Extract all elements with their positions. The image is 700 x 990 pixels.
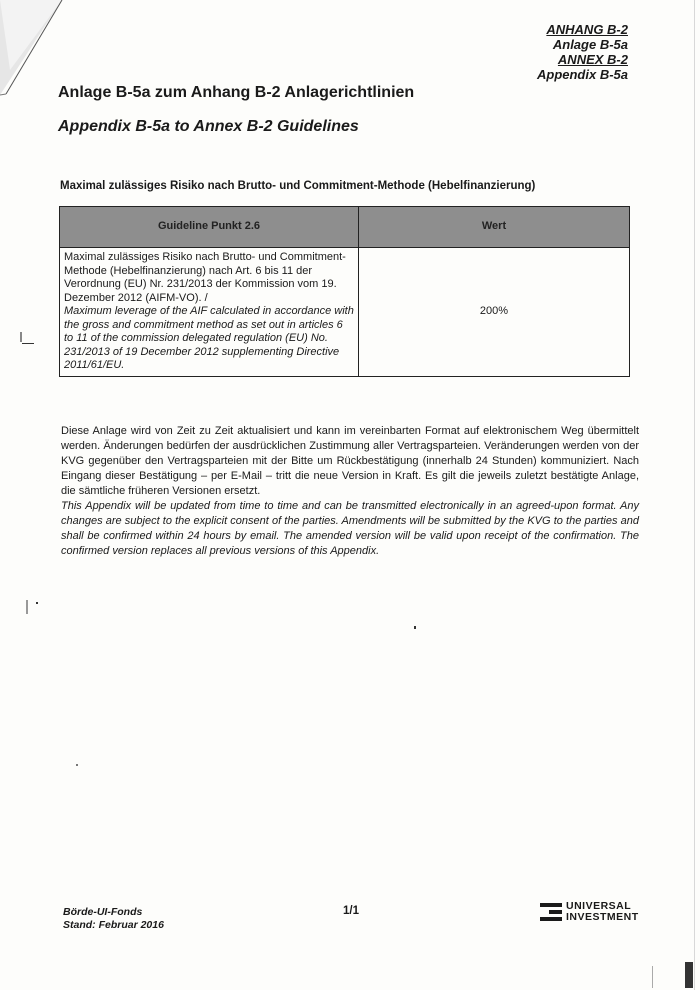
scan-mark	[26, 600, 28, 614]
page-number: 1/1	[343, 905, 359, 917]
scan-mark	[652, 966, 653, 988]
table-row	[60, 248, 630, 377]
document-title-en: Appendix B-5a to Annex B-2 Guidelines	[58, 118, 359, 135]
table-cell-value: 200%	[359, 248, 630, 377]
table-header-value: Wert	[359, 207, 630, 248]
logo-text-universal: UNIVERSAL	[566, 900, 632, 912]
appendix-ref-de: Anlage B-5a	[552, 37, 628, 52]
footer-fund-info	[63, 906, 164, 932]
notice-de: Diese Anlage wird von Zeit zu Zeit aktualisiert und kann im vereinbarten Format auf elektronischem Weg übermittelt werden. Änderungen bedürfen der ausdrücklichen Zustimmung aller Vertragsparteien. Veränderungen werden von der KVG gegenüber den Vertragsparteien mit der Bitte um Rückbestätigung (innerhalb 24 Stunden) kommuniziert. Nach Eingang dieser Bestätigung – per E-Mail – tritt die neue Version in Kraft. Es gilt die jeweils zuletzt bestätigte Anlage, die sämtliche früheren Versionen ersetzt.	[61, 425, 639, 497]
fund-name: Börde-UI-Fonds	[63, 906, 143, 918]
document-title-de: Anlage B-5a zum Anhang B-2 Anlagerichtlinien	[58, 84, 415, 101]
universal-investment-logo	[540, 901, 639, 923]
universal-investment-logo-icon	[540, 901, 562, 923]
table-header-row	[60, 207, 630, 248]
scan-mark	[685, 962, 693, 988]
description-en: Maximum leverage of the AIF calculated in accordance with the gross and commitment method as set out in articles 6 to 11 of the commission delegated regulation (EU) No. 231/2013 of 19 December 2012 supplementing Directive 2011/61/EU.	[64, 305, 354, 371]
scan-mark	[694, 0, 695, 990]
scan-mark	[36, 602, 38, 604]
appendix-notice	[61, 424, 639, 559]
scan-mark	[22, 343, 34, 344]
table-cell-description	[60, 248, 359, 377]
annex-ref-de: ANHANG B-2	[546, 22, 628, 37]
document-status: Stand: Februar 2016	[63, 919, 164, 931]
scan-mark	[414, 626, 416, 629]
leverage-table	[59, 206, 630, 377]
description-de: Maximal zulässiges Risiko nach Brutto- und Commitment-Methode (Hebelfinanzierung) nach Art. 6 bis 11 der Verordnung (EU) Nr. 231/2013 der Kommission vom 19. Dezember 2012 (AIFM-VO). /	[64, 251, 346, 304]
appendix-ref-en: Appendix B-5a	[536, 67, 628, 82]
scan-mark	[76, 764, 78, 766]
annex-ref-en: ANNEX B-2	[557, 52, 628, 67]
logo-text-investment: INVESTMENT	[566, 911, 639, 923]
section-heading: Maximal zulässiges Risiko nach Brutto- und Commitment-Methode (Hebelfinanzierung)	[60, 180, 536, 192]
annex-reference	[537, 22, 628, 82]
table-header-guideline: Guideline Punkt 2.6	[60, 207, 359, 248]
scan-mark	[20, 332, 22, 342]
notice-en: This Appendix will be updated from time to time and can be transmitted electronically in an agreed-upon format. Any changes are subject to the explicit consent of the parties. Amendments will be submitted by the KVG to the parties and shall be confirmed within 24 hours by email. The amended version will be valid upon receipt of the confirmation. The confirmed version replaces all previous versions of this Appendix.	[61, 500, 639, 557]
